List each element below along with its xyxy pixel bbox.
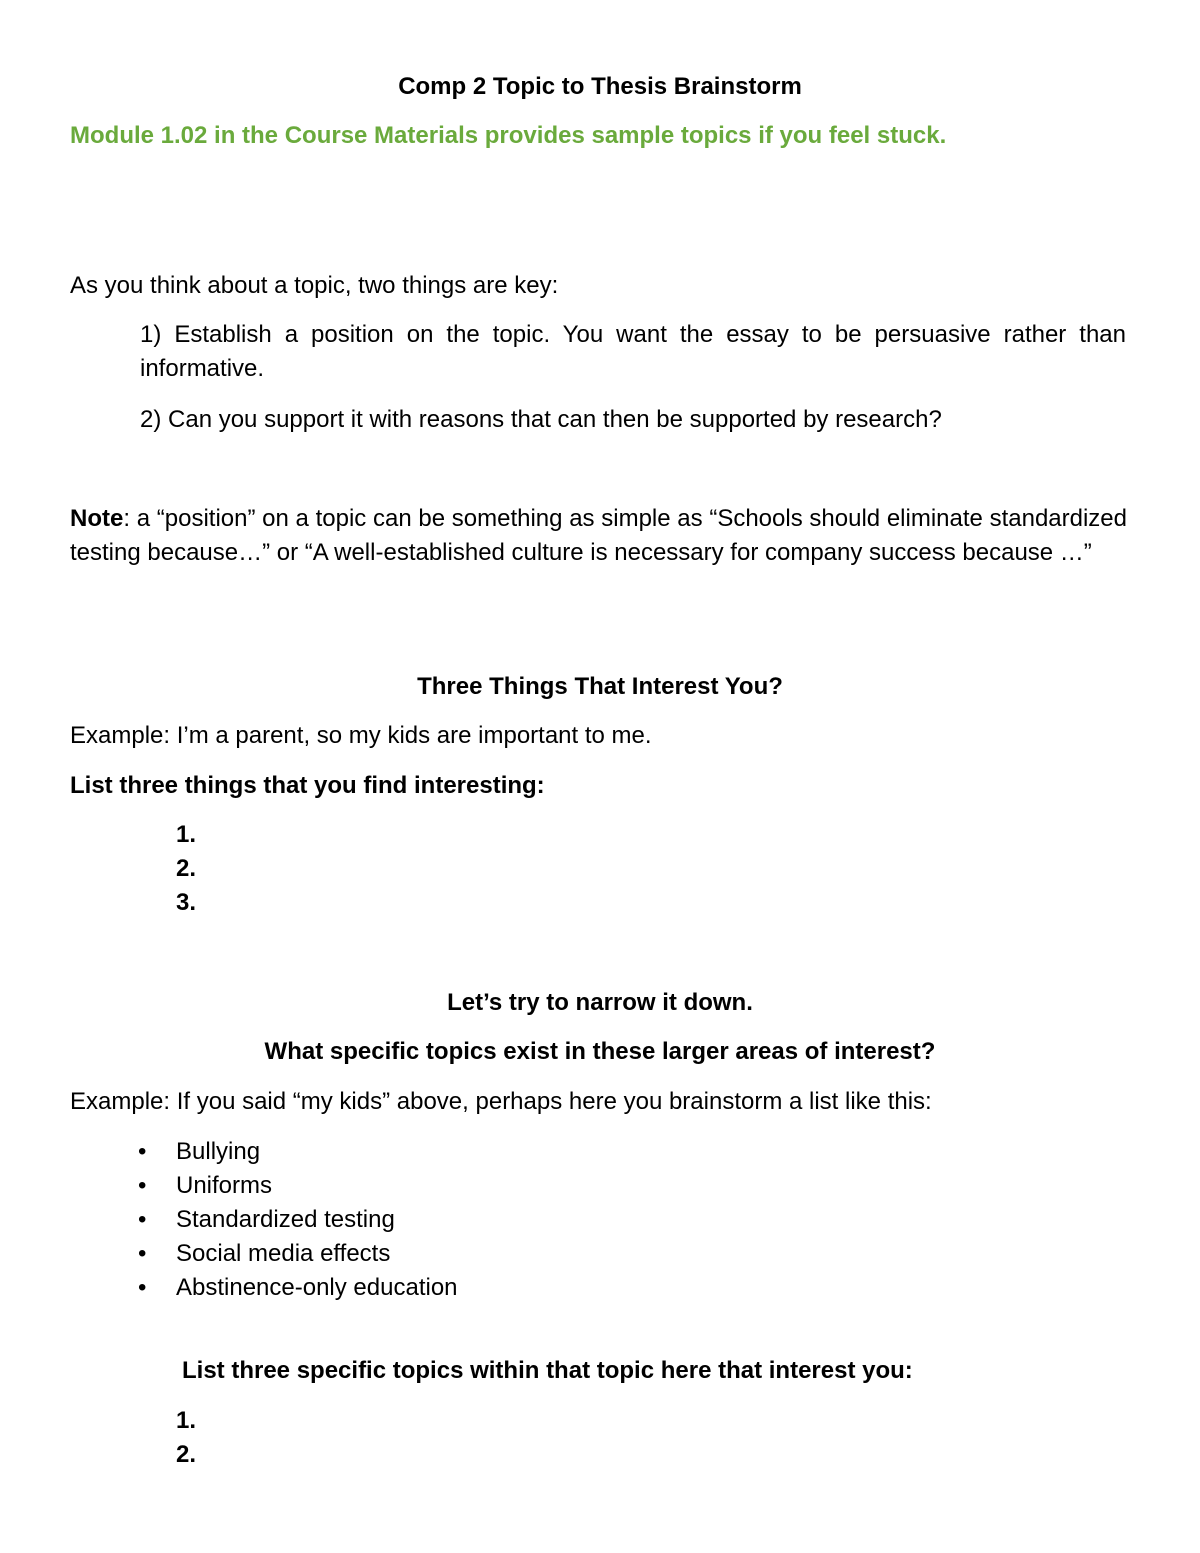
list-item: • Social media effects bbox=[176, 1237, 458, 1271]
interests-example: Example: I’m a parent, so my kids are important to me. bbox=[70, 722, 652, 749]
bullet-icon: • bbox=[138, 1206, 147, 1233]
section-subheading-specific: What specific topics exist in these larger areas of interest? bbox=[264, 1038, 936, 1065]
list-number: 3. bbox=[176, 889, 197, 916]
list-number: 1. bbox=[176, 821, 197, 848]
specific-topics-prompt: List three specific topics within that topic here that interest you: bbox=[182, 1357, 913, 1384]
topic-bullet-list bbox=[138, 1135, 458, 1305]
list-number: 2. bbox=[176, 1441, 197, 1468]
list-number: 2. bbox=[176, 855, 197, 882]
key-point-2: 2) Can you support it with reasons that can then be supported by research? bbox=[140, 406, 942, 433]
page-title: Comp 2 Topic to Thesis Brainstorm bbox=[398, 73, 802, 100]
list-item: • Uniforms bbox=[176, 1169, 458, 1203]
list-item: • Bullying bbox=[176, 1135, 458, 1169]
bullet-icon: • bbox=[138, 1240, 147, 1267]
section-heading-interests: Three Things That Interest You? bbox=[417, 673, 783, 700]
narrow-example: Example: If you said “my kids” above, perhaps here you brainstorm a list like this: bbox=[70, 1088, 932, 1115]
specific-topics-numbered-list bbox=[176, 1404, 196, 1472]
bullet-icon: • bbox=[138, 1172, 147, 1199]
intro-text: As you think about a topic, two things are key: bbox=[70, 272, 559, 299]
interests-prompt: List three things that you find interesting: bbox=[70, 772, 545, 799]
bullet-icon: • bbox=[138, 1274, 147, 1301]
list-item: • Abstinence-only education bbox=[176, 1271, 458, 1305]
note-paragraph bbox=[70, 502, 1127, 570]
module-note: Module 1.02 in the Course Materials provides sample topics if you feel stuck. bbox=[70, 122, 947, 149]
section-heading-narrow: Let’s try to narrow it down. bbox=[447, 989, 753, 1016]
list-item: • Standardized testing bbox=[176, 1203, 458, 1237]
bullet-icon: • bbox=[138, 1138, 147, 1165]
list-number: 1. bbox=[176, 1407, 197, 1434]
interests-numbered-list bbox=[176, 818, 196, 920]
note-label: Note bbox=[70, 505, 124, 532]
key-point-1: 1) Establish a position on the topic. You want the essay to be persuasive rather than informative. bbox=[140, 321, 1126, 382]
note-text: : a “position” on a topic can be something as simple as “Schools should eliminate standardized testing because…” or “A well-established culture is necessary for company success because …” bbox=[70, 505, 1127, 566]
